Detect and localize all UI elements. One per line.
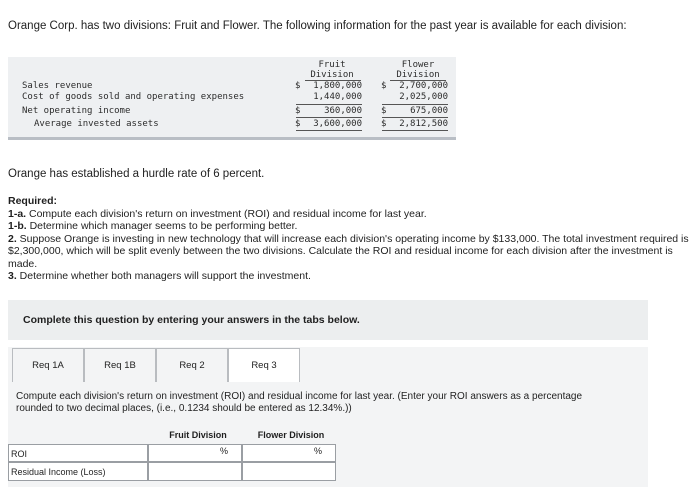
roi-label: ROI — [11, 449, 28, 459]
row-label: Cost of goods sold and operating expenses — [22, 92, 245, 102]
currency-sign: $ — [295, 119, 301, 129]
fruit-residual-input[interactable] — [148, 462, 242, 481]
tab-req-1a[interactable]: Req 1A — [12, 348, 84, 382]
fruit-value: 1,440,000 — [313, 92, 362, 102]
complete-prompt: Complete this question by entering your answers in the tabs below. — [23, 314, 360, 326]
fruit-division-header: Fruit Division — [169, 430, 227, 440]
roi-label-cell — [8, 444, 148, 462]
flower-value: 2,812,500 — [399, 119, 448, 129]
currency-sign: $ — [381, 81, 387, 91]
required-heading: Required: — [8, 195, 58, 207]
required-item: 2. Suppose Orange is investing in new technology that will increase each division's operating income by $133,000. The total investment required is $2,300,000, which will be split evenly between the two divisions. Calculate the ROI and residual income for each division after the investment is made. — [8, 232, 689, 270]
required-section — [8, 195, 692, 283]
flower-value: 2,025,000 — [399, 92, 448, 102]
flower-division-header: Flower Division — [257, 430, 325, 440]
currency-sign: $ — [295, 106, 301, 116]
flower-value: 675,000 — [410, 106, 448, 116]
fruit-value: 3,600,000 — [313, 119, 362, 129]
flower-header-line2: Division — [396, 70, 440, 80]
row-label: Average invested assets — [34, 119, 159, 129]
intro-text: Orange Corp. has two divisions: Fruit and Flower. The following information for the past year is available for each division: — [8, 20, 627, 32]
percent-sign: % — [314, 446, 323, 456]
flower-value: 2,700,000 — [399, 81, 448, 91]
required-item: 3. Determine whether both managers will support the investment. — [8, 270, 311, 282]
division-data-table — [8, 57, 456, 140]
row-label: Sales revenue — [22, 81, 93, 91]
answer-table — [8, 428, 338, 483]
required-item: 1-a. Compute each division's return on investment (ROI) and residual income for last year. — [8, 207, 427, 220]
tab-req-3[interactable]: Req 3 — [228, 348, 300, 382]
row-label: Net operating income — [22, 106, 131, 116]
required-item: 1-b. Determine which manager seems to be performing better. — [8, 220, 298, 232]
tab-bar — [8, 347, 648, 385]
residual-income-label: Residual Income (Loss) — [11, 467, 106, 477]
currency-sign: $ — [295, 81, 301, 91]
tab-req-1b[interactable]: Req 1B — [84, 348, 156, 382]
fruit-value: 360,000 — [324, 106, 362, 116]
currency-sign: $ — [381, 119, 387, 129]
flower-header-line1: Flower — [401, 60, 435, 70]
instructions-text: Compute each division's return on investment (ROI) and residual income for last year. (Enter your ROI answers as a percentage rounded to two decimal places, (i.e., 0.1234 should be entered as 12.34%.)) — [16, 391, 583, 414]
currency-sign: $ — [381, 106, 387, 116]
hurdle-rate-text: Orange has established a hurdle rate of 6 percent. — [8, 168, 265, 180]
flower-residual-input[interactable] — [242, 462, 336, 481]
tab-req-2[interactable]: Req 2 — [156, 348, 228, 382]
fruit-header-line1: Fruit — [318, 60, 346, 70]
fruit-header-line2: Division — [310, 70, 354, 80]
complete-prompt-band — [8, 300, 648, 340]
fruit-value: 1,800,000 — [313, 81, 362, 91]
percent-sign: % — [220, 446, 229, 456]
